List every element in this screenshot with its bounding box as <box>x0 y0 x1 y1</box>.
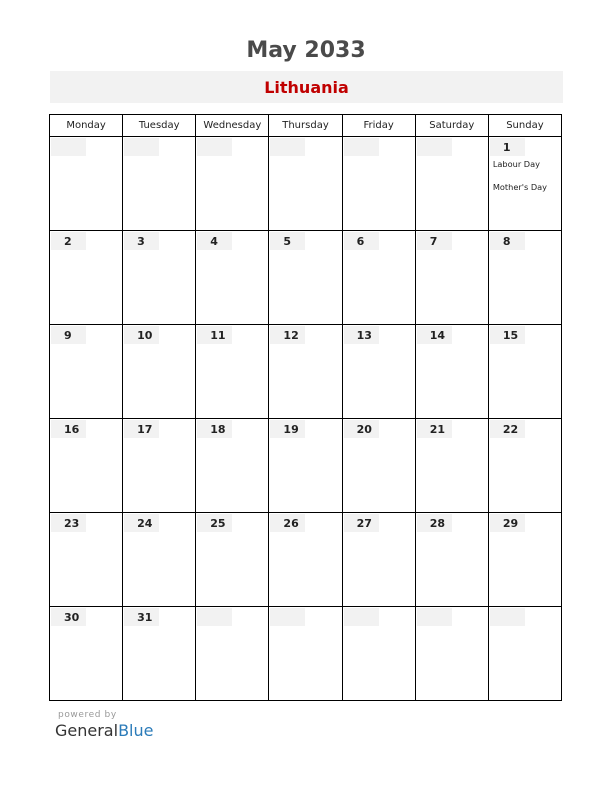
day-number: 26 <box>270 514 305 532</box>
day-cell <box>196 325 269 419</box>
weekday-tuesday: Tuesday <box>123 115 196 137</box>
day-number: 23 <box>51 514 86 532</box>
day-number <box>197 608 232 626</box>
day-number <box>197 138 232 156</box>
week-row <box>50 419 562 513</box>
country-name: Lithuania <box>264 78 349 97</box>
day-number: 14 <box>417 326 452 344</box>
holiday-label: Labour Day <box>492 159 540 169</box>
day-number: 22 <box>490 420 525 438</box>
day-cell <box>488 325 561 419</box>
day-number: 24 <box>124 514 159 532</box>
day-number <box>124 138 159 156</box>
day-number: 17 <box>124 420 159 438</box>
day-cell <box>50 419 123 513</box>
day-cell <box>342 513 415 607</box>
day-number: 4 <box>197 232 232 250</box>
page-title: May 2033 <box>246 38 366 63</box>
day-cell <box>196 607 269 701</box>
day-cell <box>269 137 342 231</box>
weekday-sunday: Sunday <box>488 115 561 137</box>
day-number: 11 <box>197 326 232 344</box>
week-row <box>50 513 562 607</box>
day-number <box>417 138 452 156</box>
day-number: 28 <box>417 514 452 532</box>
day-cell <box>196 231 269 325</box>
day-number: 20 <box>344 420 379 438</box>
day-number: 16 <box>51 420 86 438</box>
day-cell <box>123 137 196 231</box>
day-cell <box>342 231 415 325</box>
day-cell <box>123 231 196 325</box>
day-number: 8 <box>490 232 525 250</box>
country-banner <box>50 71 563 103</box>
day-number: 25 <box>197 514 232 532</box>
calendar-grid <box>49 114 562 701</box>
week-row <box>50 325 562 419</box>
day-cell <box>50 513 123 607</box>
day-number: 21 <box>417 420 452 438</box>
brand-blue: Blue <box>118 721 154 740</box>
day-number <box>417 608 452 626</box>
day-cell <box>269 325 342 419</box>
brand-general: General <box>55 721 119 740</box>
day-cell <box>50 607 123 701</box>
day-cell <box>342 325 415 419</box>
day-cell <box>196 513 269 607</box>
week-row <box>50 231 562 325</box>
day-cell <box>488 513 561 607</box>
day-number: 7 <box>417 232 452 250</box>
day-number: 18 <box>197 420 232 438</box>
day-cell <box>269 419 342 513</box>
weekday-wednesday: Wednesday <box>196 115 269 137</box>
week-row <box>50 137 562 231</box>
week-row <box>50 607 562 701</box>
day-number <box>51 138 86 156</box>
brand-logo <box>55 721 153 740</box>
day-cell <box>269 231 342 325</box>
day-number: 15 <box>490 326 525 344</box>
holiday-label: Mother's Day <box>492 182 548 192</box>
day-cell <box>50 325 123 419</box>
day-number: 13 <box>344 326 379 344</box>
weekday-header-row <box>50 115 562 137</box>
day-cell <box>196 419 269 513</box>
day-cell <box>123 607 196 701</box>
day-cell <box>342 607 415 701</box>
day-cell <box>488 419 561 513</box>
day-cell <box>488 231 561 325</box>
day-number <box>344 608 379 626</box>
day-number <box>344 138 379 156</box>
day-number: 2 <box>51 232 86 250</box>
day-cell <box>123 325 196 419</box>
day-number: 12 <box>270 326 305 344</box>
day-number: 30 <box>51 608 86 626</box>
weekday-monday: Monday <box>50 115 123 137</box>
day-cell <box>342 137 415 231</box>
day-cell <box>123 419 196 513</box>
day-cell <box>415 607 488 701</box>
weekday-friday: Friday <box>342 115 415 137</box>
day-number: 10 <box>124 326 159 344</box>
day-number: 29 <box>490 514 525 532</box>
day-cell <box>415 419 488 513</box>
day-number <box>270 138 305 156</box>
day-cell <box>196 137 269 231</box>
day-number: 27 <box>344 514 379 532</box>
day-number: 9 <box>51 326 86 344</box>
day-cell <box>415 325 488 419</box>
day-cell <box>123 513 196 607</box>
day-number <box>490 608 525 626</box>
day-cell <box>415 137 488 231</box>
day-number: 5 <box>270 232 305 250</box>
day-number: 1 <box>490 138 525 156</box>
day-number: 31 <box>124 608 159 626</box>
day-cell <box>50 231 123 325</box>
day-number: 6 <box>344 232 379 250</box>
day-cell <box>269 513 342 607</box>
day-number <box>270 608 305 626</box>
day-cell <box>488 137 561 231</box>
day-number: 19 <box>270 420 305 438</box>
day-cell <box>415 231 488 325</box>
weekday-thursday: Thursday <box>269 115 342 137</box>
day-cell <box>342 419 415 513</box>
day-cell <box>50 137 123 231</box>
day-cell <box>488 607 561 701</box>
day-cell <box>415 513 488 607</box>
day-number: 3 <box>124 232 159 250</box>
day-cell <box>269 607 342 701</box>
weekday-saturday: Saturday <box>415 115 488 137</box>
powered-by-label: powered by <box>58 710 117 720</box>
